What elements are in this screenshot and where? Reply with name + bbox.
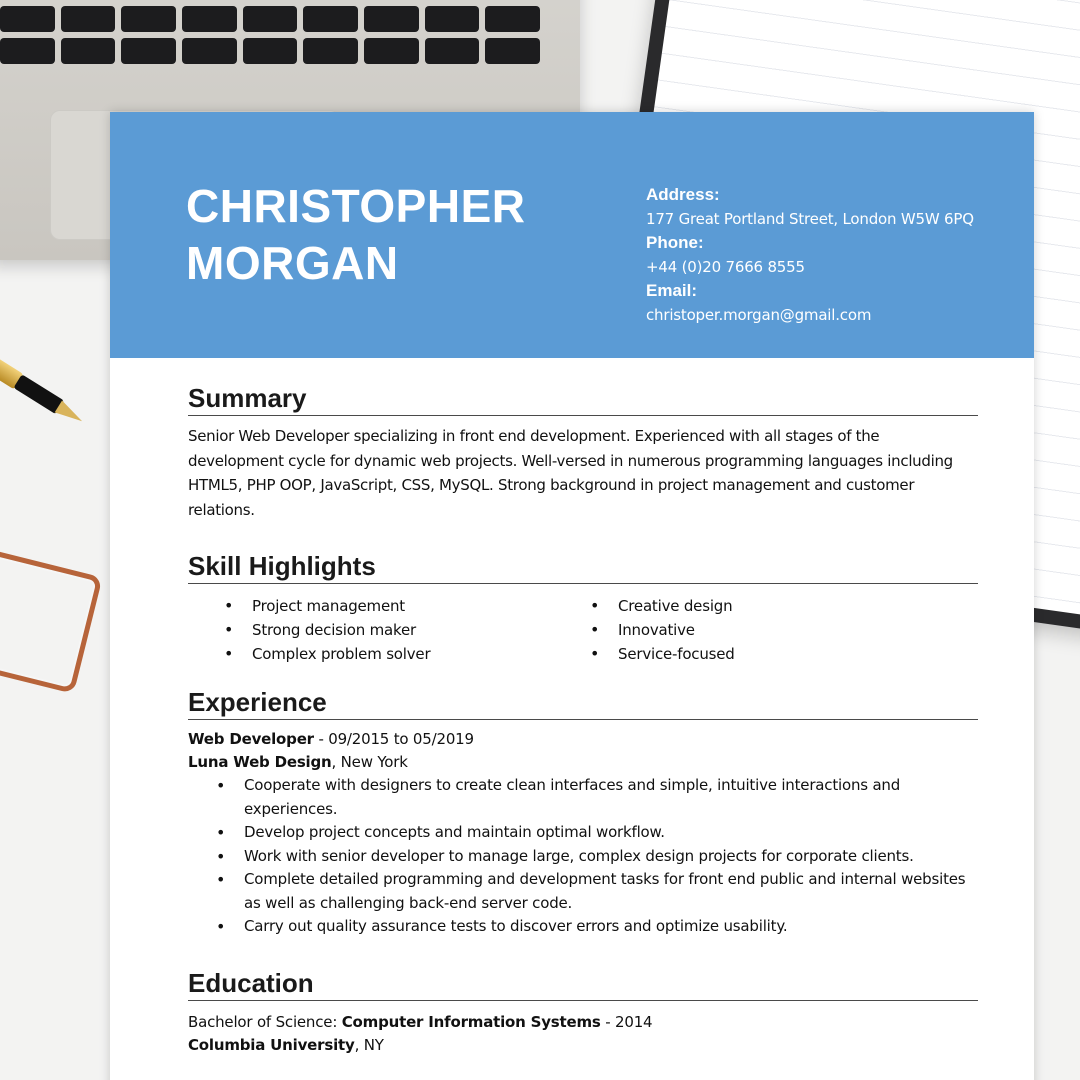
- company-name: Luna Web Design: [188, 753, 332, 771]
- laptop-keyboard: [0, 0, 550, 70]
- email-label: Email:: [646, 281, 698, 300]
- degree-year: - 2014: [600, 1012, 653, 1031]
- job-header: [188, 728, 978, 774]
- experience-bullet: • Carry out quality assurance tests to discover errors and optimize usability.: [188, 915, 978, 939]
- skill-item: • Creative design: [554, 594, 920, 618]
- keyboard-key: [485, 38, 540, 64]
- degree-prefix: Bachelor of Science:: [188, 1012, 342, 1031]
- resume-header: [110, 112, 1034, 358]
- candidate-name: [186, 178, 606, 292]
- keyboard-key: [243, 38, 298, 64]
- keyboard-key: [61, 6, 116, 32]
- keyboard-key: [485, 6, 540, 32]
- experience-bullet: • Develop project concepts and maintain optimal workflow.: [188, 821, 978, 845]
- skills-columns: [188, 594, 978, 666]
- fountain-pen: [0, 332, 104, 442]
- skills-right-column: [554, 594, 920, 666]
- keyboard-key: [303, 38, 358, 64]
- education-title: Education: [188, 967, 978, 1001]
- skills-section: [188, 550, 978, 666]
- resume-page: [110, 112, 1034, 1080]
- experience-bullet: • Work with senior developer to manage large, complex design projects for corporate clients.: [188, 845, 978, 869]
- keyboard-key: [121, 6, 176, 32]
- keyboard-key: [364, 38, 419, 64]
- phone-value: +44 (0)20 7666 8555: [646, 258, 805, 276]
- experience-bullet: • Complete detailed programming and development tasks for front end public and internal websites as well as challenging back-end server code.: [188, 868, 978, 915]
- keyboard-key: [303, 6, 358, 32]
- keyboard-key: [182, 38, 237, 64]
- summary-text: Senior Web Developer specializing in front end development. Experienced with all stages of the development cycle for dynamic web projects. Well-versed in numerous programming languages including HTML5, PHP OOP, JavaScript, CSS, MySQL. Strong background in project management and customer relations.: [188, 427, 953, 519]
- phone-label: Phone:: [646, 233, 704, 252]
- summary-section: [188, 382, 978, 522]
- name-first: CHRISTOPHER: [186, 180, 526, 232]
- keyboard-key: [182, 6, 237, 32]
- skills-title: Skill Highlights: [188, 550, 978, 584]
- keyboard-key: [121, 38, 176, 64]
- email-value: christoper.morgan@gmail.com: [646, 306, 872, 324]
- skill-item: • Innovative: [554, 618, 920, 642]
- company-location: , New York: [331, 753, 408, 771]
- experience-title: Experience: [188, 686, 978, 720]
- education-section: [188, 967, 978, 1057]
- keyboard-key: [0, 6, 55, 32]
- keyboard-key: [364, 6, 419, 32]
- job-dates: - 09/2015 to 05/2019: [313, 730, 474, 748]
- summary-title: Summary: [188, 382, 978, 416]
- skill-item: • Service-focused: [554, 642, 920, 666]
- experience-bullets: [188, 774, 978, 939]
- address-label: Address:: [646, 185, 720, 204]
- job-title: Web Developer: [188, 730, 314, 748]
- degree-line: [188, 1011, 978, 1034]
- eyeglasses: [0, 546, 103, 694]
- experience-bullet: • Cooperate with designers to create clean interfaces and simple, intuitive interactions and experiences.: [188, 774, 978, 821]
- keyboard-key: [61, 38, 116, 64]
- address-value: 177 Great Portland Street, London W5W 6PQ: [646, 210, 974, 228]
- skills-left-column: [188, 594, 554, 666]
- keyboard-key: [243, 6, 298, 32]
- education-entry: [188, 1011, 978, 1057]
- school-location: , NY: [354, 1035, 384, 1054]
- school-name: Columbia University: [188, 1035, 355, 1054]
- job-line: [188, 728, 978, 751]
- name-last: MORGAN: [186, 237, 399, 289]
- resume-body: [188, 382, 978, 1057]
- skill-item: • Project management: [188, 594, 554, 618]
- keyboard-key: [425, 6, 480, 32]
- pen-nib: [55, 401, 86, 428]
- skill-item: • Strong decision maker: [188, 618, 554, 642]
- degree-name: Computer Information Systems: [341, 1012, 601, 1031]
- contact-info: [646, 184, 1026, 328]
- experience-section: [188, 686, 978, 939]
- keyboard-key: [0, 38, 55, 64]
- company-line: [188, 751, 978, 774]
- school-line: [188, 1034, 978, 1057]
- skill-item: • Complex problem solver: [188, 642, 554, 666]
- keyboard-key: [425, 38, 480, 64]
